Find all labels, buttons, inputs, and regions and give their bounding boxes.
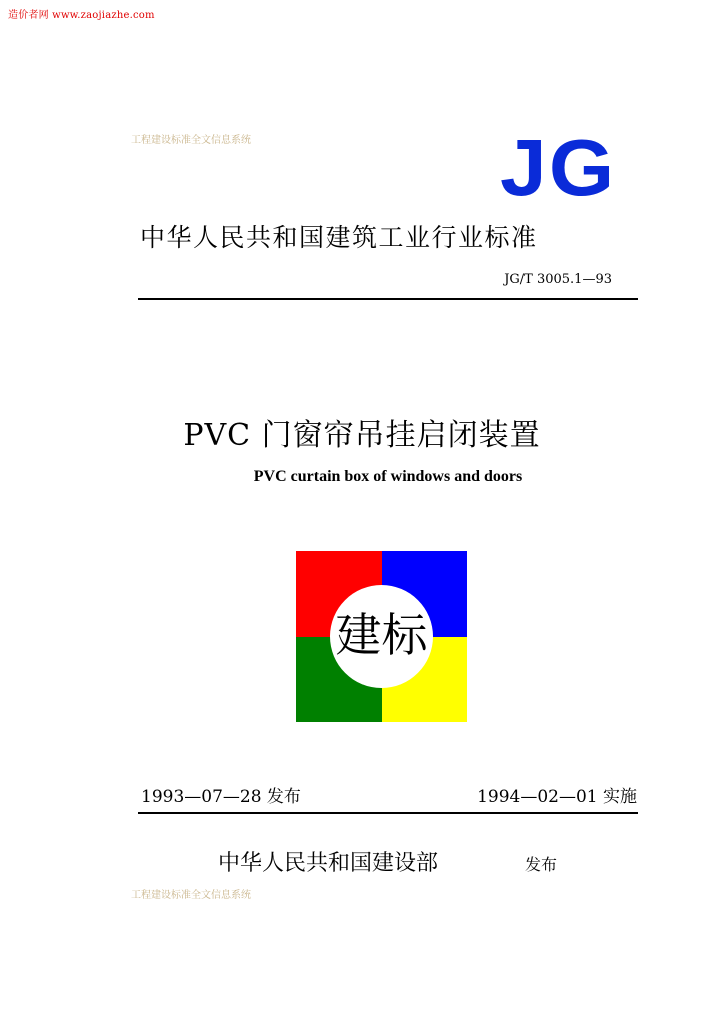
publisher-action: 发布 — [525, 855, 558, 874]
publisher-name: 中华人民共和国建设部 — [218, 851, 439, 876]
mark-text: 建标 — [335, 608, 428, 662]
footer-rule — [138, 812, 638, 814]
standard-number: JG/T 3005.1—93 — [504, 272, 612, 287]
system-watermark-top: 工程建设标准全文信息系统 — [131, 135, 251, 146]
jg-logo: JG — [500, 123, 617, 212]
standard-category-title: 中华人民共和国建筑工业行业标准 — [140, 223, 538, 252]
document-title-cn: PVC 门窗帘吊挂启闭装置 — [183, 418, 541, 453]
site-watermark: 造价者网 www.zaojiazhe.com — [8, 10, 155, 21]
system-watermark-bottom: 工程建设标准全文信息系统 — [131, 890, 251, 901]
issue-date: 1993—07—28 发布 — [141, 787, 301, 807]
jianbiao-mark — [296, 551, 467, 722]
document-title-en: PVC curtain box of windows and doors — [253, 468, 523, 485]
effective-date: 1994—02—01 实施 — [477, 787, 637, 807]
header-rule — [138, 298, 638, 300]
